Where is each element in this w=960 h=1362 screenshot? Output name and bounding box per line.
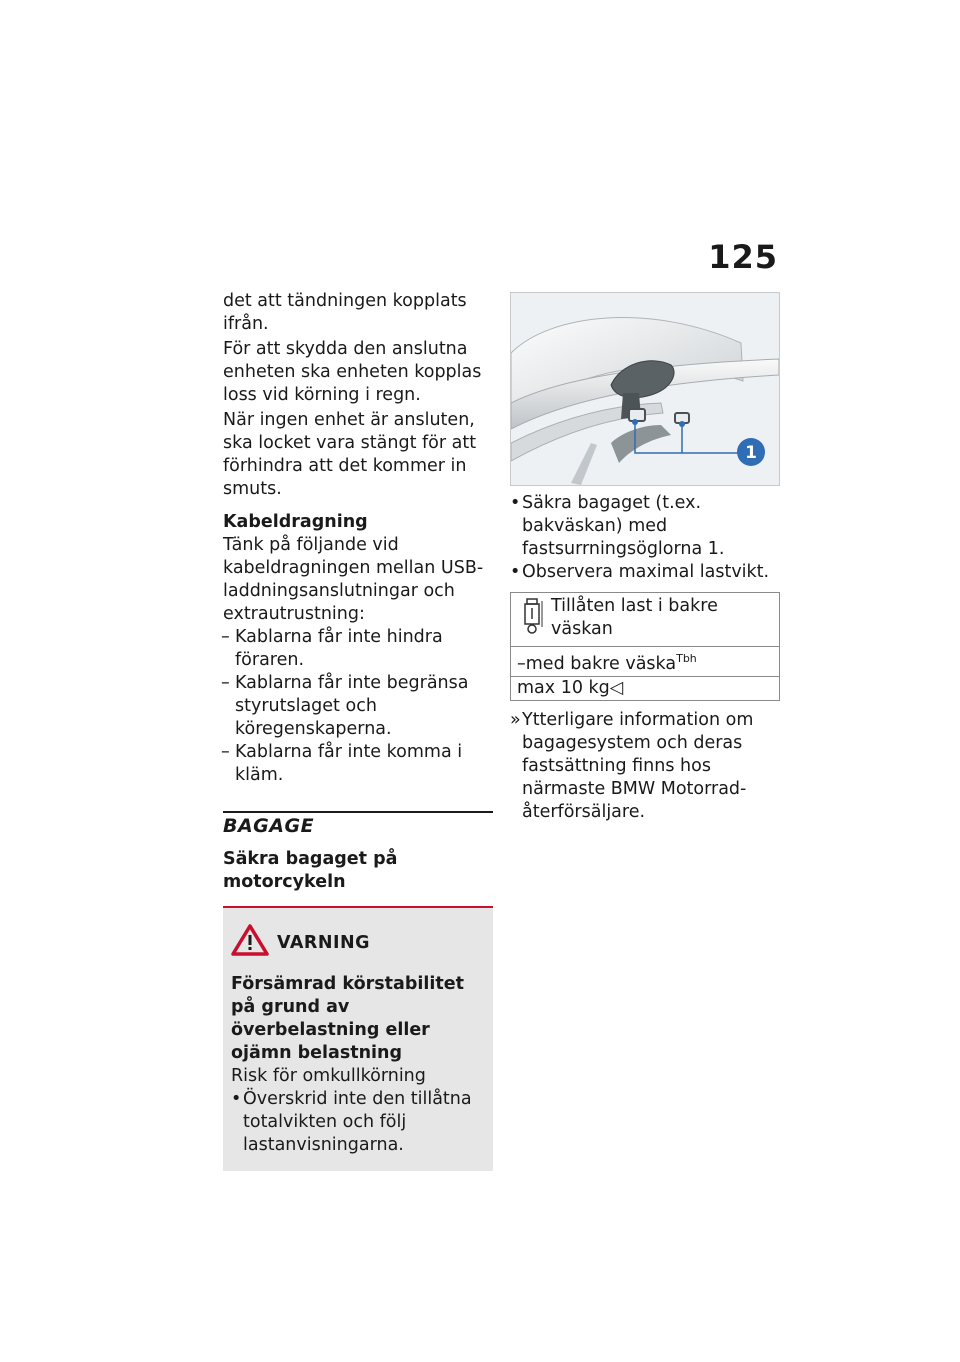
cable-list: [223, 626, 493, 787]
section-title: BAGAGE: [223, 815, 315, 837]
page-number: 125: [708, 238, 778, 276]
load-spec-table: [510, 592, 780, 701]
warning-list: [231, 1088, 485, 1157]
spec-title: Tillåten last i bakre väskan: [551, 596, 718, 639]
list-item: • Observera maximal lastvikt.: [510, 561, 780, 584]
intro-paragraph-1: det att tändningen kopplats ifrån.: [223, 291, 467, 334]
left-column: [223, 290, 493, 1171]
luggage-weight-icon: [523, 597, 545, 642]
motorcycle-rear-rack-illustration: [511, 293, 779, 485]
warning-triangle-icon: [231, 924, 269, 963]
step-list: [510, 492, 780, 584]
spec-value: max 10 kg: [517, 677, 610, 698]
intro-paragraph-3: När ingen enhet är ansluten, ska locket vara stängt för att förhindra att det kommer in smuts.: [223, 410, 477, 499]
dash-marker: –: [517, 653, 526, 674]
warning-headline: Försämrad körstabilitet på grund av överbelastning eller ojämn belastning: [231, 974, 464, 1063]
right-column: [510, 292, 780, 824]
spec-condition-row: [511, 646, 779, 676]
warning-box: [223, 906, 493, 1171]
intro-paragraph-2: För att skydda den anslutna enheten ska enheten kopplas loss vid körning i regn.: [223, 339, 482, 405]
warning-risk: Risk för omkullkörning: [231, 1066, 426, 1086]
list-item: – Kablarna får inte komma i kläm.: [223, 741, 493, 787]
list-item: » Ytterligare information om bagagesystem och deras fastsättning finns hos närmaste BMW Motorrad-återförsäljare.: [510, 709, 780, 824]
warning-label: VARNING: [277, 933, 371, 953]
subsection-title: Säkra bagaget på motorcykeln: [223, 849, 398, 892]
section-divider: [223, 811, 493, 838]
luggage-lashing-figure: [510, 292, 780, 486]
cable-intro: Tänk på följande vid kabeldragningen mellan USB-laddningsanslutningar och extrautrustning:: [223, 535, 484, 624]
list-item: • Säkra bagaget (t.ex. bakväskan) med fastsurrningsöglorna 1.: [510, 492, 780, 561]
more-info-list: [510, 709, 780, 824]
spec-condition: med bakre väska: [525, 653, 677, 674]
list-item: • Överskrid inte den tillåtna totalvikten och följ lastanvisningarna.: [231, 1088, 485, 1157]
warning-header: [231, 924, 485, 963]
list-item: – Kablarna får inte begränsa styrutslaget och köregenskaperna.: [223, 672, 493, 741]
cable-heading: Kabeldragning: [223, 512, 368, 532]
callout-1-label: 1: [745, 443, 757, 463]
list-item: – Kablarna får inte hindra föraren.: [223, 626, 493, 672]
spec-value-row: [511, 676, 779, 700]
end-marker-icon: ◁: [609, 677, 624, 698]
spec-condition-sup: Tbh: [676, 652, 697, 665]
spec-header-row: [511, 593, 779, 646]
